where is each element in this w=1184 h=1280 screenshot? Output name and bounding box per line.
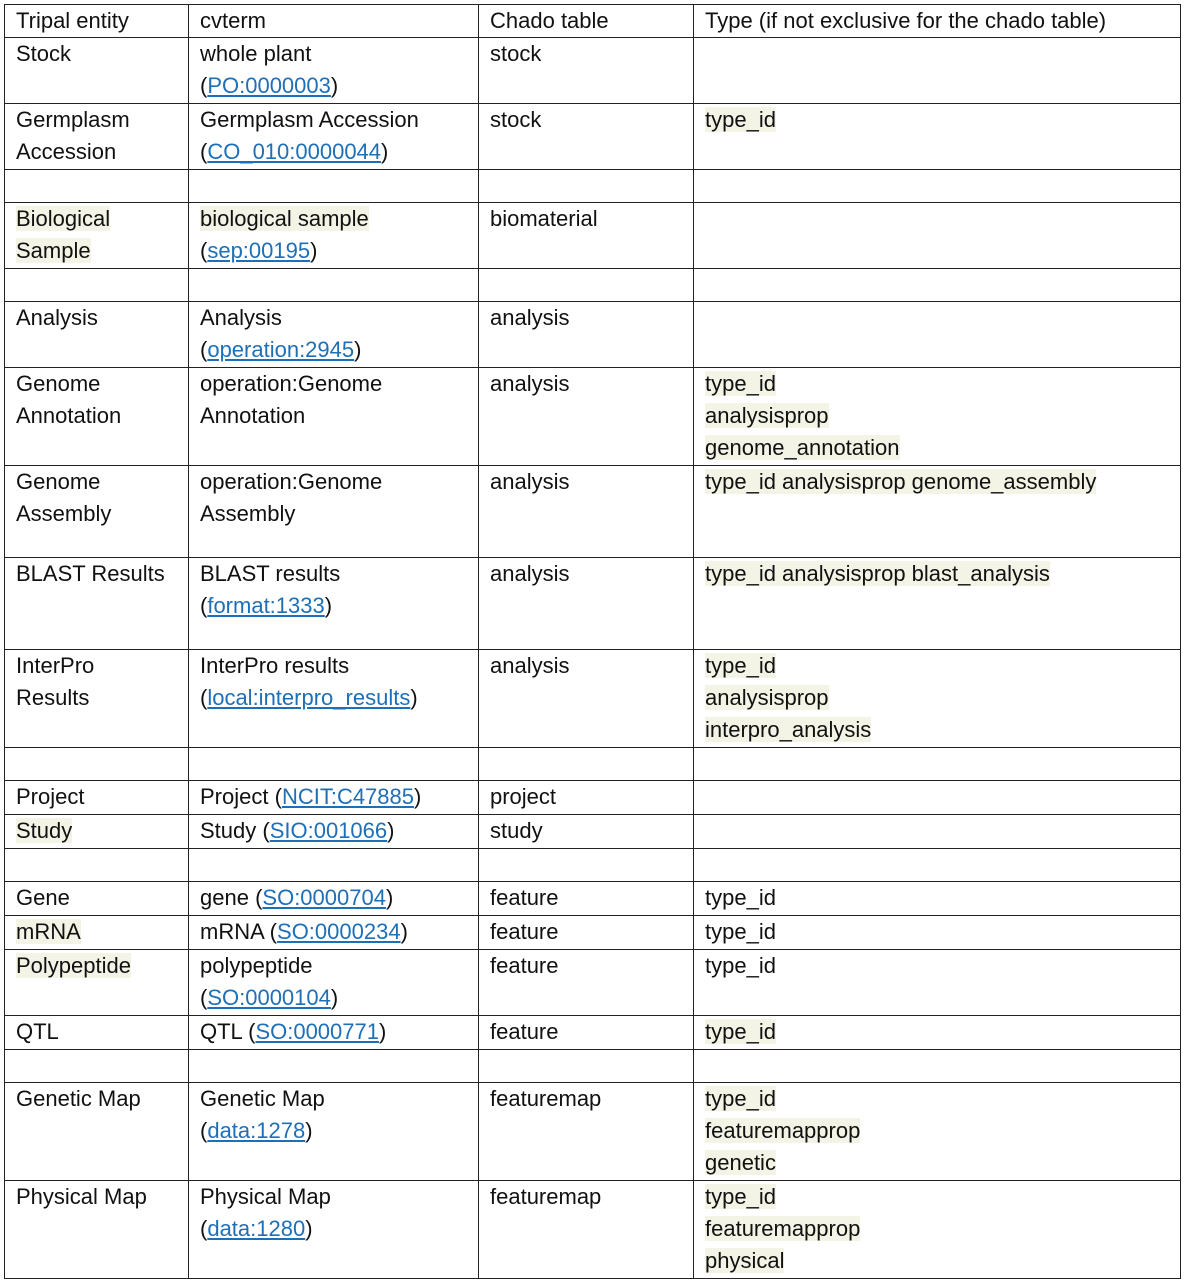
cvterm-link[interactable]: SO:0000104 (207, 985, 331, 1010)
cvterm-link[interactable]: format:1333 (207, 593, 325, 618)
cvterm-cell: Analysis (operation:2945) (189, 302, 479, 368)
header-row (5, 5, 1181, 38)
cvterm-cell: Study (SIO:001066) (189, 815, 479, 849)
type-cell: type_id analysisprop genome_annotation (694, 368, 1181, 466)
type-cell: type_id (694, 916, 1181, 950)
chado-table-cell: biomaterial (479, 203, 694, 269)
chado-table-cell: analysis (479, 368, 694, 466)
entity-cell: Study (5, 815, 189, 849)
chado-table-cell: analysis (479, 650, 694, 748)
cvterm-cell: whole plant (PO:0000003) (189, 38, 479, 104)
entity-cell: Genetic Map (5, 1083, 189, 1181)
entity-cell: BLAST Results (5, 558, 189, 650)
chado-table-cell: featuremap (479, 1083, 694, 1181)
cvterm-cell: Germplasm Accession (CO_010:0000044) (189, 104, 479, 170)
column-header-type: Type (if not exclusive for the chado table) (694, 5, 1181, 38)
entity-cell: Germplasm Accession (5, 104, 189, 170)
cvterm-link[interactable]: PO:0000003 (207, 73, 331, 98)
type-cell (694, 203, 1181, 269)
cvterm-cell: operation:Genome Assembly (189, 466, 479, 558)
table-row (5, 916, 1181, 950)
cvterm-link[interactable]: SIO:001066 (269, 818, 388, 843)
table-row (5, 781, 1181, 815)
entity-cell: Stock (5, 38, 189, 104)
table-row (5, 950, 1181, 1016)
cvterm-cell: operation:Genome Annotation (189, 368, 479, 466)
type-cell: type_id analysisprop interpro_analysis (694, 650, 1181, 748)
cvterm-cell: Project (NCIT:C47885) (189, 781, 479, 815)
table-row (5, 38, 1181, 104)
table-row (5, 368, 1181, 466)
cvterm-cell: gene (SO:0000704) (189, 882, 479, 916)
spacer-row (5, 170, 1181, 203)
type-cell: type_id (694, 882, 1181, 916)
cvterm-cell: InterPro results (local:interpro_results) (189, 650, 479, 748)
entity-cell: Genome Annotation (5, 368, 189, 466)
cvterm-link[interactable]: sep:00195 (207, 238, 311, 263)
entity-cell: Genome Assembly (5, 466, 189, 558)
chado-table-cell: feature (479, 916, 694, 950)
chado-table-cell: analysis (479, 558, 694, 650)
type-cell: type_id featuremapprop genetic (694, 1083, 1181, 1181)
type-cell: type_id (694, 1016, 1181, 1050)
cvterm-cell: mRNA (SO:0000234) (189, 916, 479, 950)
tripal-entity-table (4, 4, 1181, 1279)
cvterm-cell: Genetic Map (data:1278) (189, 1083, 479, 1181)
table-row (5, 466, 1181, 558)
table-row (5, 882, 1181, 916)
cvterm-link[interactable]: SO:0000234 (277, 919, 401, 944)
type-cell: type_id analysisprop blast_analysis (694, 558, 1181, 650)
column-header-chado-table: Chado table (479, 5, 694, 38)
chado-table-cell: feature (479, 882, 694, 916)
chado-table-cell: analysis (479, 466, 694, 558)
cvterm-link[interactable]: operation:2945 (207, 337, 355, 362)
spacer-row (5, 269, 1181, 302)
type-cell: type_id featuremapprop physical (694, 1181, 1181, 1279)
cvterm-cell: biological sample (sep:00195) (189, 203, 479, 269)
cvterm-link[interactable]: SO:0000771 (255, 1019, 379, 1044)
entity-cell: Physical Map (5, 1181, 189, 1279)
column-header-cvterm: cvterm (189, 5, 479, 38)
type-cell (694, 302, 1181, 368)
type-cell: type_id (694, 950, 1181, 1016)
cvterm-link[interactable]: CO_010:0000044 (207, 139, 382, 164)
table-row (5, 1083, 1181, 1181)
cvterm-link[interactable]: NCIT:C47885 (281, 784, 415, 809)
cvterm-link[interactable]: SO:0000704 (262, 885, 386, 910)
type-cell (694, 38, 1181, 104)
type-cell (694, 781, 1181, 815)
entity-cell: Gene (5, 882, 189, 916)
entity-cell: QTL (5, 1016, 189, 1050)
cvterm-cell: polypeptide (SO:0000104) (189, 950, 479, 1016)
chado-table-cell: feature (479, 950, 694, 1016)
spacer-row (5, 849, 1181, 882)
table-row (5, 1181, 1181, 1279)
chado-table-cell: featuremap (479, 1181, 694, 1279)
column-header-entity: Tripal entity (5, 5, 189, 38)
cvterm-link[interactable]: local:interpro_results (207, 685, 411, 710)
spacer-row (5, 748, 1181, 781)
cvterm-link[interactable]: data:1278 (207, 1118, 306, 1143)
chado-table-cell: stock (479, 38, 694, 104)
chado-table-cell: project (479, 781, 694, 815)
cvterm-cell: Physical Map (data:1280) (189, 1181, 479, 1279)
cvterm-link[interactable]: data:1280 (207, 1216, 306, 1241)
entity-cell: Biological Sample (5, 203, 189, 269)
table-row (5, 302, 1181, 368)
table-row (5, 203, 1181, 269)
table-row (5, 1016, 1181, 1050)
entity-cell: Analysis (5, 302, 189, 368)
table-row (5, 815, 1181, 849)
type-cell: type_id (694, 104, 1181, 170)
chado-table-cell: stock (479, 104, 694, 170)
type-cell: type_id analysisprop genome_assembly (694, 466, 1181, 558)
entity-cell: Project (5, 781, 189, 815)
table-row (5, 104, 1181, 170)
entity-cell: Polypeptide (5, 950, 189, 1016)
spacer-row (5, 1050, 1181, 1083)
entity-cell: mRNA (5, 916, 189, 950)
cvterm-cell: QTL (SO:0000771) (189, 1016, 479, 1050)
entity-cell: InterPro Results (5, 650, 189, 748)
type-cell (694, 815, 1181, 849)
table-row (5, 558, 1181, 650)
cvterm-cell: BLAST results (format:1333) (189, 558, 479, 650)
table-row (5, 650, 1181, 748)
chado-table-cell: feature (479, 1016, 694, 1050)
chado-table-cell: analysis (479, 302, 694, 368)
chado-table-cell: study (479, 815, 694, 849)
